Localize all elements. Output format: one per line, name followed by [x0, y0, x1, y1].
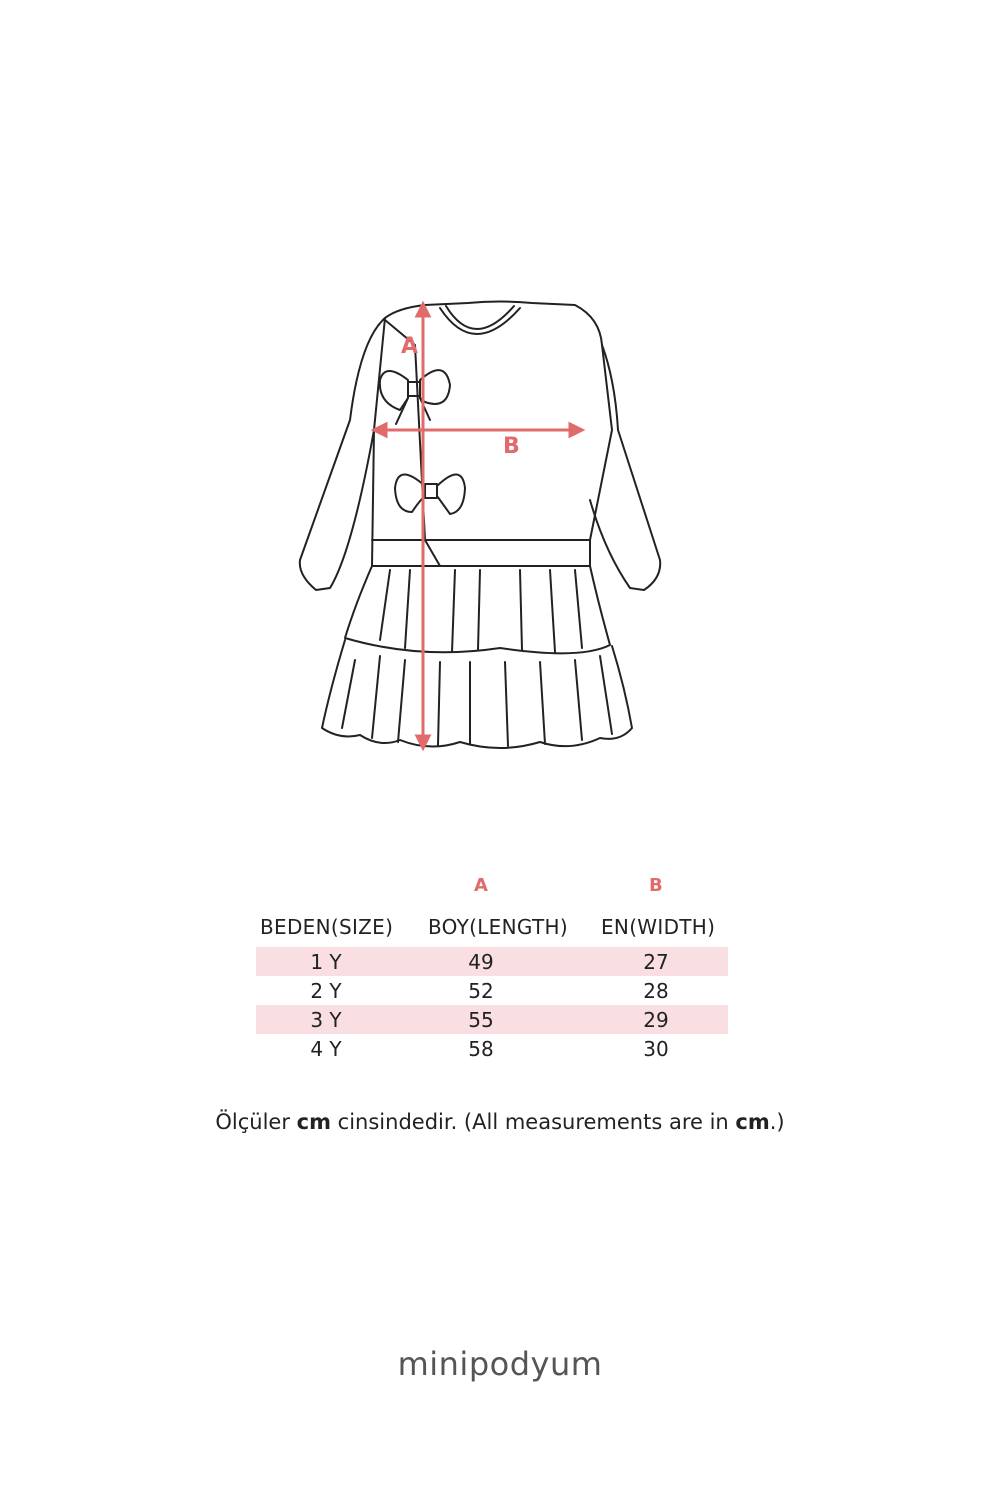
width-cell: 27	[643, 950, 669, 974]
header-length: BOY(LENGTH)	[428, 915, 568, 939]
size-cell: 1 Y	[310, 950, 342, 974]
column-key-a: A	[474, 875, 488, 896]
note-text: Ölçüler	[215, 1110, 297, 1134]
size-cell: 2 Y	[310, 979, 342, 1003]
table-row	[256, 947, 728, 976]
brand-name: minipodyum	[397, 1345, 603, 1383]
size-cell: 4 Y	[310, 1037, 342, 1061]
width-cell: 30	[643, 1037, 669, 1061]
size-table	[256, 875, 728, 1063]
width-cell: 29	[643, 1008, 669, 1032]
measure-label-b: B	[503, 434, 520, 459]
column-key-b: B	[649, 875, 663, 896]
length-cell: 55	[468, 1008, 494, 1032]
length-cell: 52	[468, 979, 494, 1003]
note-unit: cm	[296, 1110, 331, 1134]
table-row	[256, 976, 728, 1005]
measurement-note	[0, 1110, 1000, 1134]
note-unit: cm	[735, 1110, 770, 1134]
size-cell: 3 Y	[310, 1008, 342, 1032]
table-row	[256, 1005, 728, 1034]
table-key-row	[256, 875, 728, 903]
note-text: cinsindedir. (All measurements are in	[331, 1110, 736, 1134]
note-text: .)	[769, 1110, 785, 1134]
length-cell: 58	[468, 1037, 494, 1061]
table-row	[256, 1034, 728, 1063]
table-header-row	[256, 907, 728, 947]
length-cell: 49	[468, 950, 494, 974]
brand-logo	[380, 1335, 620, 1395]
header-size: BEDEN(SIZE)	[260, 915, 394, 939]
header-width: EN(WIDTH)	[601, 915, 716, 939]
width-cell: 28	[643, 979, 669, 1003]
measure-label-a: A	[401, 334, 419, 359]
